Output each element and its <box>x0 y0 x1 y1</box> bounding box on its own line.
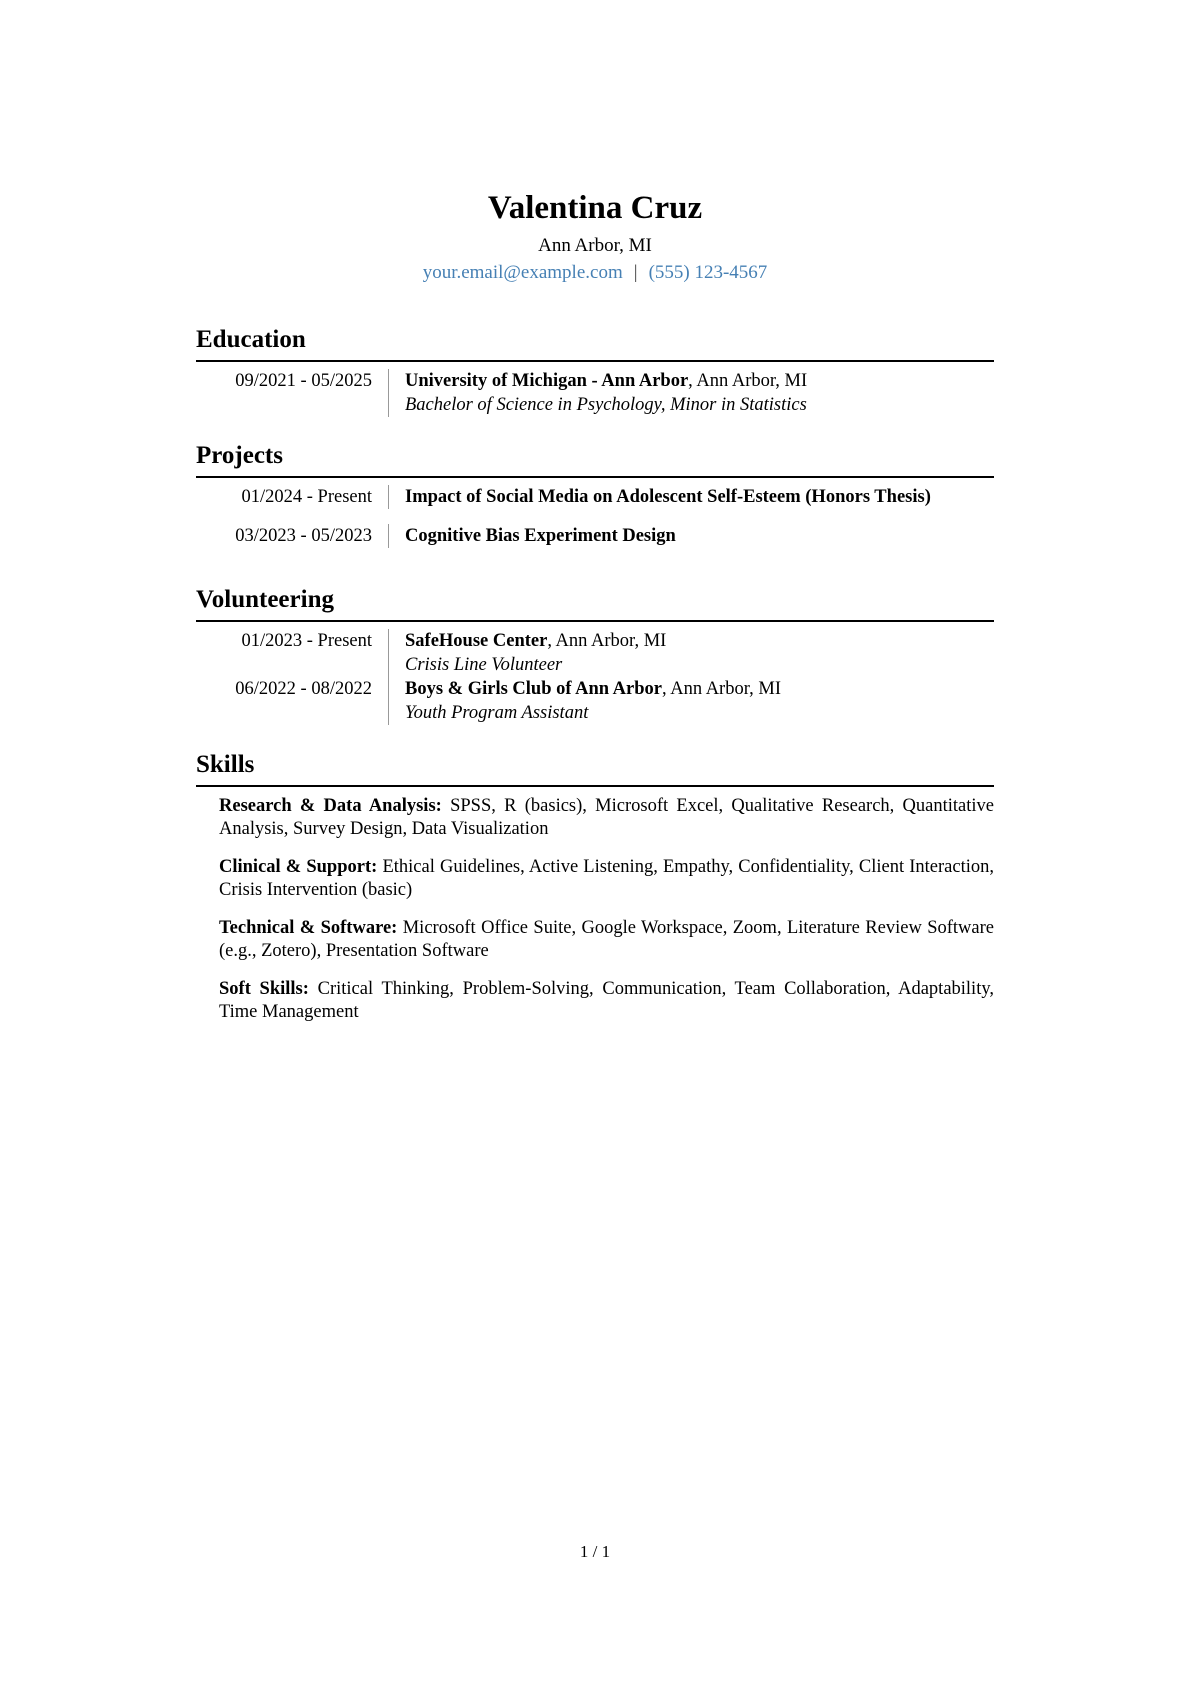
skill-label: Technical & Software: <box>219 918 398 938</box>
skill-text: Critical Thinking, Problem-Solving, Communication, Team Collaboration, Adaptability, Time Management <box>219 979 995 1022</box>
contact-line <box>0 261 1190 285</box>
entry-title: Impact of Social Media on Adolescent Self-Esteem (Honors Thesis) <box>405 487 931 507</box>
projects-heading: Projects <box>196 441 994 478</box>
education-entries <box>196 362 994 417</box>
skill-item <box>219 795 994 841</box>
person-name: Valentina Cruz <box>487 190 703 226</box>
skill-label: Clinical & Support: <box>219 857 378 877</box>
project-entry <box>196 485 994 509</box>
entry-dates: 01/2024 - Present <box>241 487 372 507</box>
entry-location: , Ann Arbor, MI <box>662 679 781 699</box>
entry-body <box>405 369 994 417</box>
skill-text: Ethical Guidelines, Active Listening, Empathy, Confidentiality, Client Interaction, Crisis Intervention (basic) <box>219 857 994 900</box>
date-separator-line <box>388 677 389 725</box>
entry-location: , Ann Arbor, MI <box>688 371 808 391</box>
email-link[interactable]: your.email@example.com <box>422 262 623 283</box>
skills-heading: Skills <box>196 750 994 787</box>
skill-item <box>219 978 994 1024</box>
entry-dates: 06/2022 - 08/2022 <box>235 679 372 699</box>
entry-dates: 09/2021 - 05/2025 <box>235 371 372 391</box>
skill-text: SPSS, R (basics), Microsoft Excel, Qualitative Research, Quantitative Analysis, Survey Design, Data Visualization <box>219 796 994 839</box>
resume-header <box>0 0 1190 285</box>
project-entry <box>196 524 994 548</box>
entry-title: SafeHouse Center <box>405 631 548 651</box>
person-location: Ann Arbor, MI <box>538 235 652 256</box>
entry-body <box>405 677 994 725</box>
date-separator-line <box>388 524 389 548</box>
section-projects <box>196 441 994 548</box>
entry-title: Cognitive Bias Experiment Design <box>405 526 676 546</box>
volunteering-entries <box>196 622 994 725</box>
entry-title: Boys & Girls Club of Ann Arbor <box>405 679 662 699</box>
page-footer <box>0 1540 1190 1564</box>
date-separator-line <box>388 485 389 509</box>
entry-body <box>405 524 994 548</box>
phone-link[interactable]: (555) 123-4567 <box>648 262 768 283</box>
entry-title-line <box>405 369 994 393</box>
entry-subtitle: Bachelor of Science in Psychology, Minor in Statistics <box>405 395 807 415</box>
page-number: 1 / 1 <box>579 1542 611 1561</box>
entry-title-line <box>405 629 994 653</box>
date-separator-line <box>388 369 389 417</box>
volunteering-entry <box>196 629 994 677</box>
entry-location: , Ann Arbor, MI <box>547 631 667 651</box>
education-heading: Education <box>196 325 994 362</box>
skill-item <box>219 917 994 963</box>
section-volunteering <box>196 585 994 725</box>
education-entry <box>196 369 994 417</box>
date-separator-line <box>388 629 389 677</box>
entry-dates: 03/2023 - 05/2023 <box>235 526 372 546</box>
entry-title-line <box>405 677 994 701</box>
section-education <box>196 325 994 417</box>
entry-subtitle: Youth Program Assistant <box>405 703 589 723</box>
projects-entries <box>196 478 994 548</box>
skill-label: Soft Skills: <box>219 979 309 999</box>
entry-dates: 01/2023 - Present <box>241 631 372 651</box>
contact-separator: | <box>633 262 638 283</box>
entry-title: University of Michigan - Ann Arbor <box>405 371 689 391</box>
volunteering-heading: Volunteering <box>196 585 994 622</box>
skill-label: Research & Data Analysis: <box>219 796 442 816</box>
volunteering-entry <box>196 677 994 725</box>
skills-items <box>196 787 994 1024</box>
entry-body <box>405 629 994 677</box>
resume-body <box>196 325 994 1024</box>
skill-item <box>219 856 994 902</box>
entry-body <box>405 485 994 509</box>
section-skills <box>196 750 994 1024</box>
entry-subtitle: Crisis Line Volunteer <box>405 655 563 675</box>
skill-text: Microsoft Office Suite, Google Workspace, Zoom, Literature Review Software (e.g., Zotero), Presentation Software <box>219 918 994 961</box>
